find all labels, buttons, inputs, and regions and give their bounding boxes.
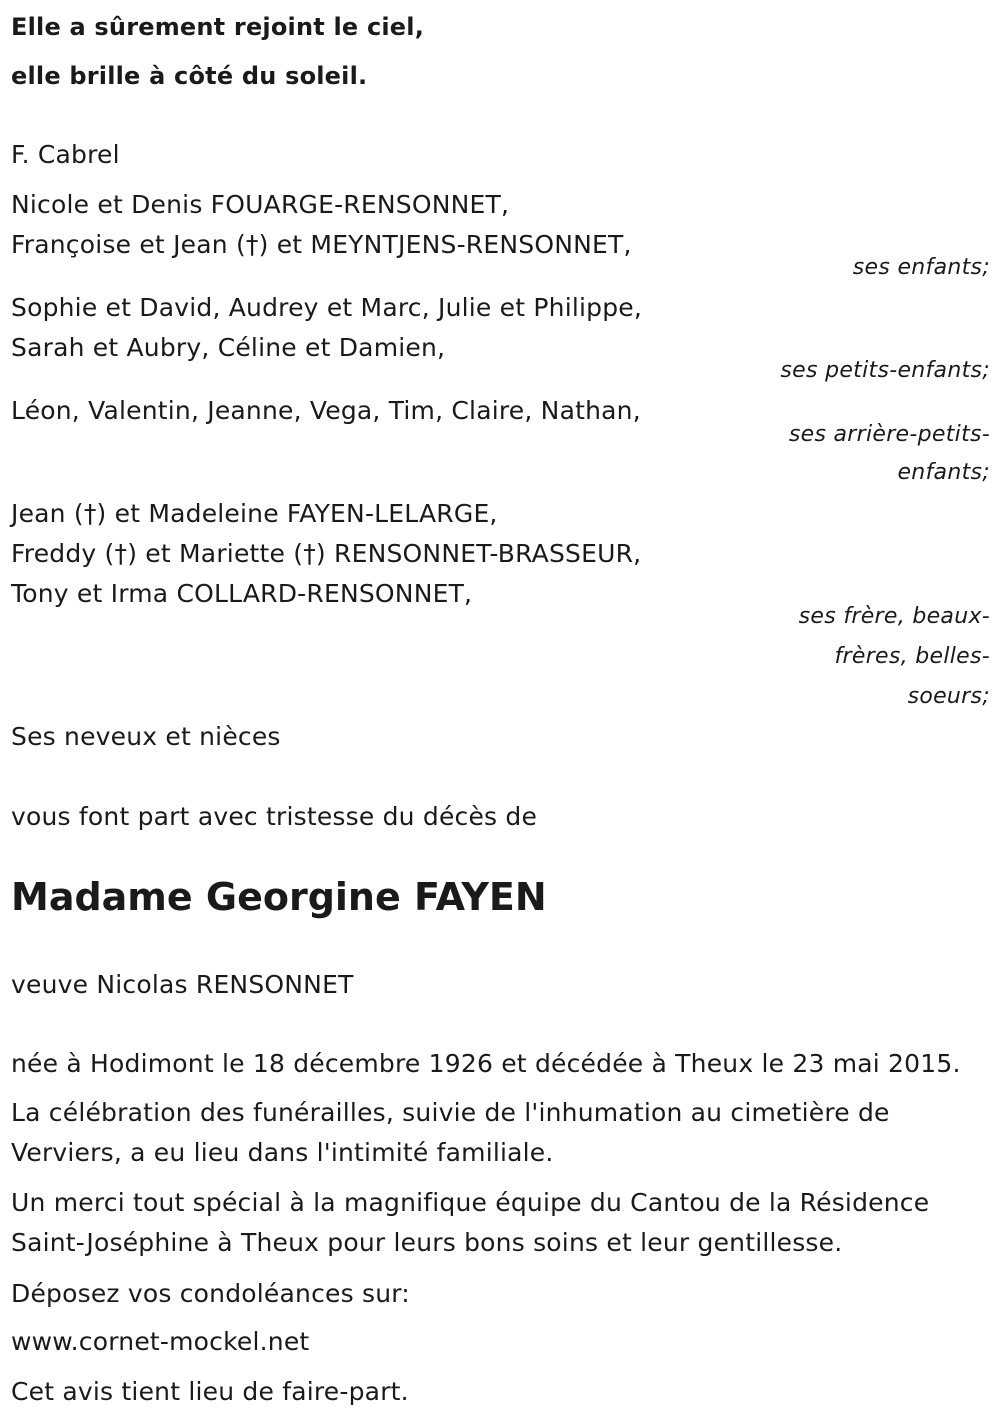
quote-author: F. Cabrel	[11, 140, 120, 169]
grandchildren-name-2: Sarah et Aubry, Céline et Damien,	[11, 333, 446, 362]
condolences-url[interactable]: www.cornet-mockel.net	[11, 1327, 310, 1356]
deceased-name: Madame Georgine FAYEN	[11, 875, 547, 919]
nephews-nieces: Ses neveux et nièces	[11, 722, 281, 751]
grandchildren-name-1: Sophie et David, Audrey et Marc, Julie et Philippe,	[11, 293, 643, 322]
closing-text: Cet avis tient lieu de faire-part.	[11, 1377, 409, 1406]
siblings-name-3: Tony et Irma COLLARD-RENSONNET,	[11, 579, 473, 608]
great-grandchildren-relation-2: enfants;	[897, 460, 990, 485]
thanks-line-1: Un merci tout spécial à la magnifique équipe du Cantou de la Résidence	[11, 1188, 930, 1217]
condolences-label: Déposez vos condoléances sur:	[11, 1279, 410, 1308]
funeral-line-2: Verviers, a eu lieu dans l'intimité familiale.	[11, 1138, 554, 1167]
children-name-1: Nicole et Denis FOUARGE-RENSONNET,	[11, 190, 510, 219]
funeral-line-1: La célébration des funérailles, suivie de l'inhumation au cimetière de	[11, 1098, 890, 1127]
born-died: née à Hodimont le 18 décembre 1926 et décédée à Theux le 23 mai 2015.	[11, 1049, 961, 1078]
great-grandchildren-names: Léon, Valentin, Jeanne, Vega, Tim, Claire, Nathan,	[11, 396, 641, 425]
widow-of: veuve Nicolas RENSONNET	[11, 970, 354, 999]
siblings-relation-2: frères, belles-	[834, 644, 990, 669]
siblings-relation-3: soeurs;	[907, 684, 990, 709]
grandchildren-relation: ses petits-enfants;	[780, 358, 990, 383]
siblings-name-1: Jean (†) et Madeleine FAYEN-LELARGE,	[11, 499, 498, 528]
quote-line-1: Elle a sûrement rejoint le ciel,	[11, 13, 425, 41]
quote-line-2: elle brille à côté du soleil.	[11, 62, 368, 90]
children-name-2: Françoise et Jean (†) et MEYNTJENS-RENSONNET,	[11, 230, 632, 259]
siblings-relation-1: ses frère, beaux-	[798, 604, 990, 629]
children-relation: ses enfants;	[852, 255, 990, 280]
siblings-name-2: Freddy (†) et Mariette (†) RENSONNET-BRASSEUR,	[11, 539, 642, 568]
thanks-line-2: Saint-Joséphine à Theux pour leurs bons soins et leur gentillesse.	[11, 1228, 843, 1257]
great-grandchildren-relation-1: ses arrière-petits-	[788, 422, 990, 447]
announcement-text: vous font part avec tristesse du décès de	[11, 802, 538, 831]
